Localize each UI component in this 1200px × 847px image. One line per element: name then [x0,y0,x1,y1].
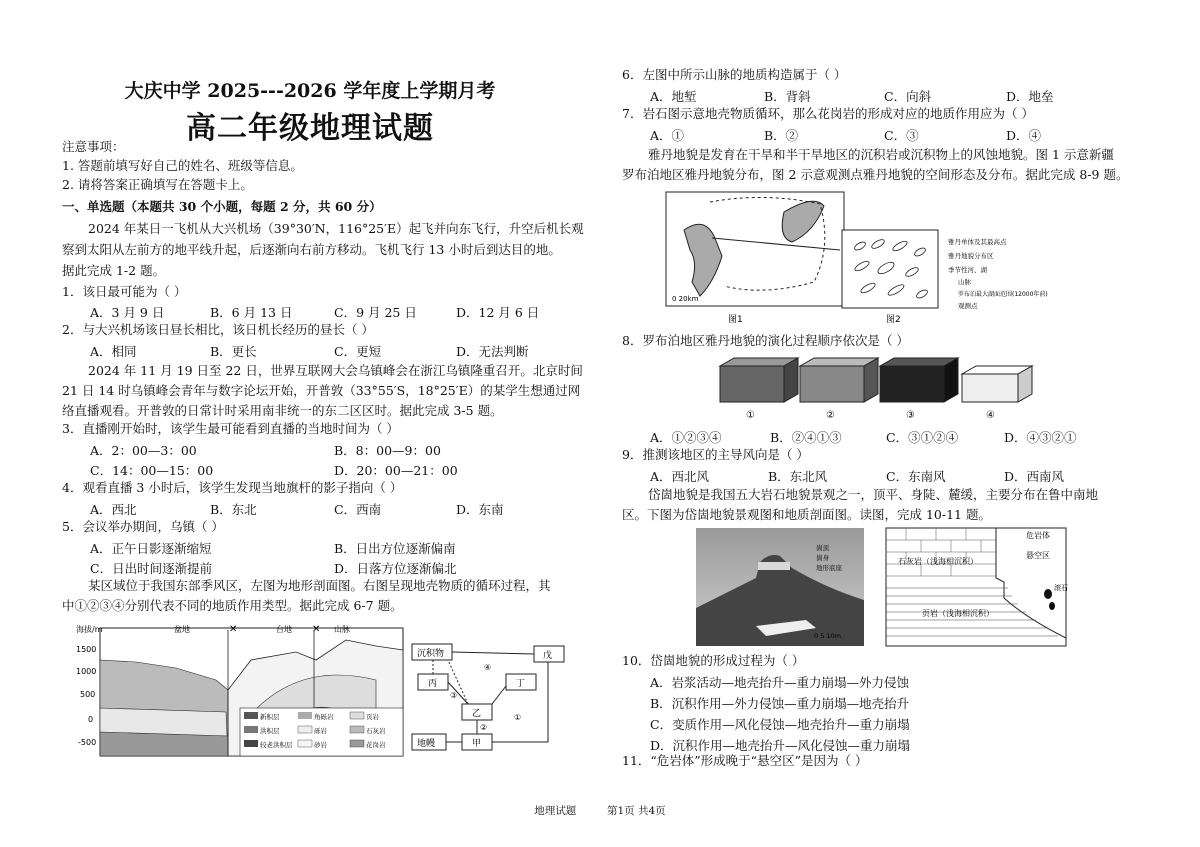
daigu-photo [696,528,864,646]
falling-rock [1044,589,1052,599]
node-label: 戊 [543,651,553,661]
legend-swatch [350,740,364,747]
svg-text:②: ② [826,410,835,421]
option: B．6 月 13 日 [210,305,293,320]
legend-label: 季节性河、湖 [948,266,987,274]
svg-text:①: ① [746,410,755,421]
node-label: 乙 [472,709,482,719]
passage-line: 21 日 14 时乌镇峰会青年与数字论坛开始，开普敦（33°55′S，18°25′E）的某学生想通过网 [62,383,581,398]
stage-2 [800,358,878,421]
legend-label: 花岗岩 [366,741,386,749]
question-stem: 1．该日最可能为（ ） [62,284,187,299]
profile-ytick: 1500 [76,645,97,654]
option: D．东南 [456,502,504,517]
option: B．东北 [210,502,257,517]
region-platform: 台地 [276,625,292,634]
option: C．③ [884,128,919,143]
falling-rock [1049,602,1055,610]
option: C．向斜 [884,89,932,104]
legend-swatch [244,712,258,719]
footer-subject: 地理试题 [534,805,577,817]
region-mountain: 山脉 [334,625,350,634]
passage-line: 2024 年 11 月 19 日至 22 日，世界互联网大会乌镇峰会在浙江乌镇隆重召开。北京时间 [88,363,583,378]
passage-line: 区。下图为岱崮地貌景观图和地质剖面图。读图，完成 10-11 题。 [622,507,991,522]
passage-line: 络直播观看。开普敦的日常计时采用南非统一的东二区区时。据此完成 3-5 题。 [62,403,503,418]
section-label: 滚石 [1054,584,1068,592]
question-stem: 10．岱崮地貌的形成过程为（ ） [622,653,805,668]
question-stem: 6．左图中所示山脉的地质构造属于（ ） [622,67,847,82]
legend-label: 砂岩 [314,741,327,749]
legend-swatch [298,740,312,747]
option: D．无法判断 [456,344,529,359]
option: A．西北 [90,502,137,517]
legend-label: 角砾岩 [314,713,334,721]
option: C．西南 [334,502,382,517]
passage-line: 岱崮地貌是我国五大岩石地貌景观之一，顶平、身陡、麓缓，主要分布在鲁中南地 [648,487,1099,502]
passage-line: 中①②③④分别代表不同的地质作用类型。据此完成 6-7 题。 [62,598,403,613]
option: D．④③②① [1004,430,1077,445]
option: D．日落方位逐渐偏北 [334,561,457,576]
passage-line: 据此完成 1-2 题。 [62,263,166,278]
legend-label: 雅丹单体及其最高点 [948,238,1007,246]
cycle-arrow [492,686,506,704]
passage-line: 某区域位于我国东部季风区，左图为地形剖面图。右图呈现地壳物质的循环过程，其 [88,578,551,593]
stratum-bottom [100,732,228,756]
profile-ytick: 0 [88,715,94,724]
legend-label: 山脉 [958,278,971,286]
option: B．② [764,128,799,143]
option: B．②④①③ [770,430,842,445]
stage-3 [880,358,958,421]
profile-ytick: 500 [80,690,96,699]
profile-break-mark: ✕ [312,624,321,635]
section-label: 危岩体 [1026,531,1050,540]
process-num: ③ [450,691,458,700]
question-stem: 9．推测该地区的主导风向是（ ） [622,447,809,462]
photo-label: 崮顶 [816,544,829,552]
option: C．日出时间逐渐提前 [90,561,213,576]
passage-line: 察到太阳从左前方的地平线升起，后逐渐向右前方移动。飞机飞行 13 小时后到达目的地。 [62,242,561,257]
option: D．沉积作用—地壳抬升—风化侵蚀—重力崩塌 [650,738,911,753]
photo-cap [758,562,790,570]
legend-label: 较老洪积层 [260,741,293,749]
passage-line: 2024 年某日一飞机从大兴机场（39°30′N，116°25′E）起飞并向东飞行，升空后机长观 [88,221,584,236]
node-label: 丙 [428,679,438,689]
scale-bar-label: 0 20km [672,295,699,303]
fig1-caption: 图1 [728,315,743,325]
terrain-profile-figure [76,620,406,760]
question-stem: 5．会议举办期间，乌镇（ ） [62,519,224,534]
section-label: 石灰岩（浅海相沉积） [898,557,978,566]
legend-label: 洪积层 [260,727,280,735]
option: B．东北风 [768,469,828,484]
option: A．2：00—3：00 [90,443,197,458]
photo-label: 崮身 [816,554,829,562]
legend-swatch [350,712,364,719]
option: A．岩浆活动—地壳抬升—重力崩塌—外力侵蚀 [650,675,910,690]
option: B．8：00—9：00 [334,443,441,458]
exam-title: 高二年级地理试题 [186,111,434,146]
profile-ytick: -500 [78,738,97,747]
option: C．变质作用—风化侵蚀—地壳抬升—重力崩塌 [650,717,910,732]
legend-swatch [244,726,258,733]
option: C．14：00—15：00 [90,463,214,478]
question-stem: 11．“危岩体”形成晚于“悬空区”是因为（ ） [622,753,868,768]
option: D．④ [1006,128,1042,143]
question-stem: 8．罗布泊地区雅丹地貌的演化过程顺序依次是（ ） [622,333,909,348]
fig2-caption: 图2 [886,315,901,325]
option: B．更长 [210,344,257,359]
school-title: 大庆中学 2025---2026 学年度上学期月考 [124,80,496,102]
section-label: 悬空区 [1026,551,1050,560]
section-heading: 一、单选题（本题共 30 个小题，每题 2 分，共 60 分） [62,199,382,214]
option: D．西南风 [1004,469,1065,484]
legend-label: 新积层 [260,713,280,721]
question-stem: 7．岩石图示意地壳物质循环，那么花岗岩的形成对应的地质作用应为（ ） [622,106,1034,121]
evolution-stages-figure [716,356,1036,426]
svg-text:④: ④ [986,410,995,421]
node-label: 甲 [472,739,482,749]
option: D．12 月 6 日 [456,305,540,320]
option: A．相同 [90,344,137,359]
legend-label: 罗布泊最大湖面范围(12000年前) [958,291,1048,298]
option: A．地堑 [650,89,697,104]
legend-swatch [298,726,312,733]
profile-yaxis-label: 海拔/m [76,625,103,634]
footer-page: 第1页 共4页 [606,805,666,817]
process-num: ② [480,723,488,732]
profile-ytick: 1000 [76,667,97,676]
legend-swatch [244,740,258,747]
option: A．①②③④ [650,430,722,445]
page-footer [0,803,1200,818]
notice-item: 1. 答题前填写好自己的姓名、班级等信息。 [62,158,303,173]
passage-line: 雅丹地貌是发育在干旱和半干旱地区的沉积岩或沉积物上的风蚀地貌。图 1 示意新疆 [648,147,1114,162]
process-num: ① [514,713,522,722]
legend-label: 雅丹地貌分布区 [948,252,994,260]
question-stem: 3．直播刚开始时，该学生最可能看到直播的当地时间为（ ） [62,421,399,436]
option: A．西北风 [650,469,710,484]
region-basin: 盆地 [174,625,190,634]
question-stem: 4．观看直播 3 小时后，该学生发现当地旗杆的影子指向（ ） [62,480,403,495]
option: D．20：00—21：00 [334,463,458,478]
legend-swatch [298,712,312,719]
node-label: 地幔 [417,739,436,749]
option: A．3 月 9 日 [90,305,165,320]
option: C．东南风 [886,469,946,484]
node-label: 沉积物 [417,649,445,659]
question-stem: 2．与大兴机场该日昼长相比，该日机长经历的昼长（ ） [62,322,374,337]
option: C．9 月 25 日 [334,305,417,320]
option: A．正午日影逐渐缩短 [90,541,212,556]
option: C．③①②④ [886,430,959,445]
yardang-figure [664,186,1124,326]
photo-scale: 0 5 10m [814,632,842,640]
daigu-section [886,528,1066,646]
option: B．沉积作用—外力侵蚀—重力崩塌—地壳抬升 [650,696,910,711]
legend-label: 观测点 [958,302,978,310]
rock-cycle-figure [408,640,568,755]
legend-label: 石灰岩 [366,727,386,735]
stage-4 [962,366,1032,421]
stage-1 [720,358,798,421]
photo-label: 地形底座 [816,564,842,572]
cycle-arrow [452,652,534,654]
passage-line: 罗布泊地区雅丹地貌分布，图 2 示意观测点雅丹地貌的空间形态及分布。据此完成 8-9 题。 [622,167,1129,182]
legend-swatch [350,726,364,733]
profile-break-mark: ✕ [229,624,238,635]
svg-text:③: ③ [906,410,915,421]
option: B．背斜 [764,89,811,104]
option: D．地垒 [1006,89,1054,104]
notice-item: 2. 请将答案正确填写在答题卡上。 [62,177,253,192]
legend-label: 页岩 [366,713,379,721]
legend-label: 砾岩 [314,727,327,735]
section-label: 页岩（浅海相沉积） [922,609,994,618]
node-label: 丁 [516,679,526,689]
option: B．日出方位逐渐偏南 [334,541,456,556]
option: A．① [650,128,685,143]
process-num: ④ [484,663,492,672]
notice-heading: 注意事项： [62,139,125,154]
option: C．更短 [334,344,382,359]
